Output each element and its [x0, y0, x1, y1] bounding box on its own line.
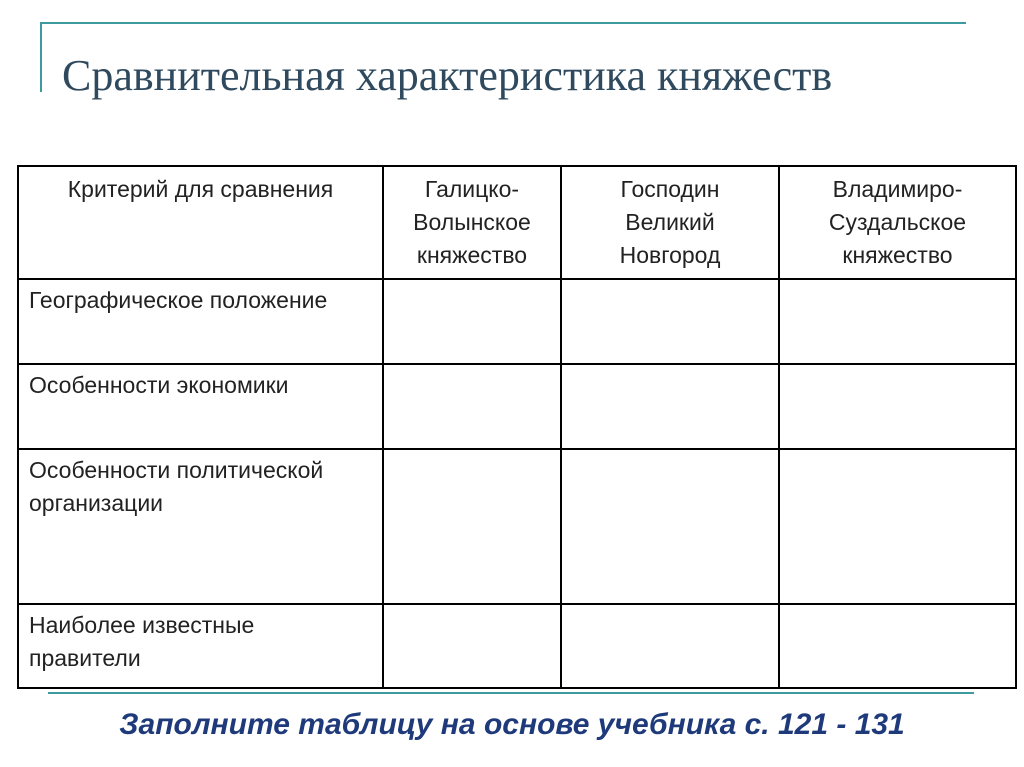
column-header-galicia-volhynia [383, 166, 561, 279]
decorative-left-line [40, 22, 42, 92]
decorative-top-line [40, 22, 966, 24]
table-row [18, 449, 1016, 604]
table-cell [561, 449, 779, 604]
column-header-novgorod [561, 166, 779, 279]
criterion-cell: Особенности экономики [18, 364, 383, 449]
column-header-line: Владимиро- [832, 176, 963, 202]
column-header-line: Галицко- [424, 176, 520, 202]
column-header-line: Новгород [619, 242, 721, 268]
slide-title: Сравнительная характеристика княжеств [62, 51, 833, 100]
decorative-bottom-line [48, 692, 974, 694]
column-header-line: Господин [620, 176, 720, 202]
table-cell [561, 604, 779, 688]
table-cell [383, 449, 561, 604]
table-cell [383, 604, 561, 688]
table-cell [561, 279, 779, 364]
table-row [18, 364, 1016, 449]
table-row [18, 604, 1016, 688]
criterion-cell: Особенности политической организации [18, 449, 383, 604]
table-header-row [18, 166, 1016, 279]
column-header-line: Великий [625, 209, 715, 235]
criterion-header-cell: Критерий для сравнения [18, 166, 383, 279]
comparison-table [17, 165, 1017, 689]
table-cell [383, 364, 561, 449]
table-cell [779, 364, 1016, 449]
table-cell [779, 449, 1016, 604]
column-header-line: Волынское [413, 209, 531, 235]
column-header-line: Суздальское [828, 209, 967, 235]
table-cell [383, 279, 561, 364]
column-header-vladimir-suzdal [779, 166, 1016, 279]
instruction-text: Заполните таблицу на основе учебника с. 121 - 131 [119, 708, 905, 741]
column-header-line: княжество [416, 242, 528, 268]
criterion-cell: Географическое положение [18, 279, 383, 364]
table-cell [561, 364, 779, 449]
table-row [18, 279, 1016, 364]
table-cell [779, 279, 1016, 364]
table-cell [779, 604, 1016, 688]
column-header-line: княжество [842, 242, 953, 268]
criterion-cell: Наиболее известные правители [18, 604, 383, 688]
